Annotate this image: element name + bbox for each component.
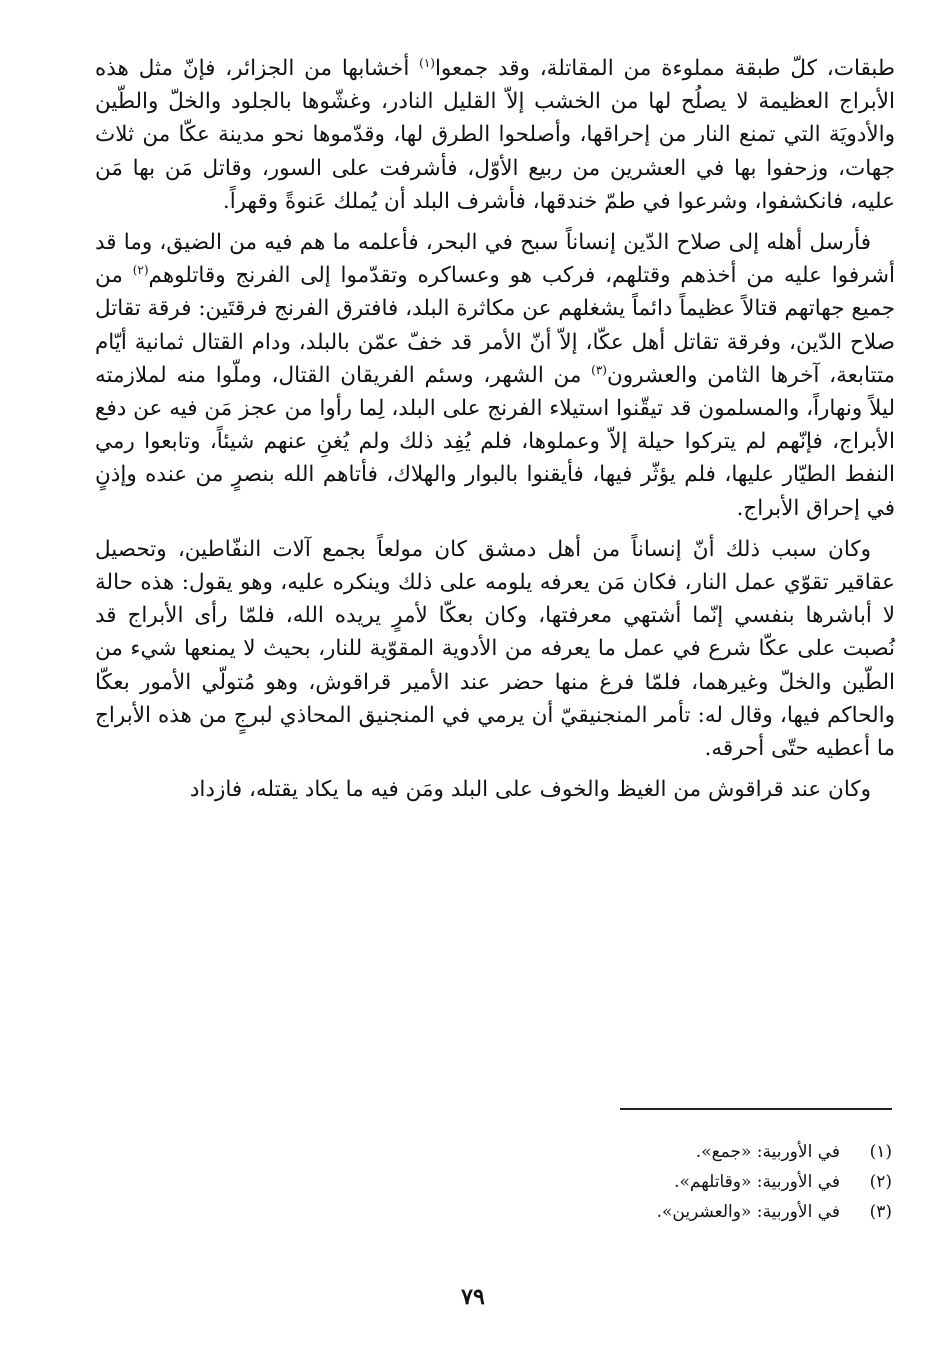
footnote-reference: (٢) bbox=[132, 263, 149, 278]
text-segment: أخشابها من الجزائر، فإنّ مثل هذه الأبراج العظيمة لا يصلُح لها من الخشب إلاّ القليل النادر، وغشّوها بالجلود والخلّ والطّين والأدويَة التي تمنع النار من إحراقها، وأصلحوا الطرق لها، وقدّموها نحو مدينة عكّا من ثلاث جهات، وزحفوا بها في العشرين من ربيع الأوّل، فأشرفت على السور، وقاتل مَن بها مَن عليه، فانكشفوا، وشرعوا في طمّ خندقها، فأشرف البلد أن يُملك عَنوةً وقهراً. bbox=[95, 56, 895, 214]
text-segment: فأرسل أهله إلى صلاح الدّين إنساناً سبح في البحر، فأعلمه ما هم فيه من الضيق، وما قد أشرفوا عليه من أخذهم وقتلهم، فركب هو وعساكره وتقدّموا إلى الفرنج وقاتلوهم bbox=[95, 230, 895, 289]
text-segment: وكان سبب ذلك أنّ إنساناً من أهل دمشق كان مولعاً بجمع آلات النفّاطين، وتحصيل عقاقير تقوّي عمل النار، فكان مَن يعرفه يلومه على ذلك وينكره عليه، وهو يقول: هذه حالة لا أباشرها بنفسي إنّما أشتهي معرفتها، وكان بعكّا لأمرٍ يريده الله، فلمّا رأى الأبراج قد نُصبت على عكّا شرع في عمل ما يعرفه من الأدوية المقوّية للنار، بحيث لا يمنعها شيء من الطّين والخلّ وغيرهما، فلمّا فرغ منها حضر عند الأمير قراقوش، وهو مُتولّي الأمور بعكّا والحاكم فيها، وقال له: تأمر المنجنيقيّ أن يرمي في المنجنيق المحاذي لبرجٍ من هذه الأبراج ما أعطيه حتّى أحرقه. bbox=[95, 536, 895, 762]
footnote-reference: (١) bbox=[419, 55, 435, 70]
footnote-separator bbox=[620, 1108, 892, 1110]
footnote bbox=[560, 1167, 892, 1197]
page-number: ٧٩ bbox=[461, 1284, 485, 1310]
footnote-number: (٢) bbox=[869, 1172, 892, 1192]
footnotes bbox=[560, 1137, 892, 1227]
paragraph bbox=[95, 52, 895, 218]
text-segment: وكان عند قراقوش من الغيظ والخوف على البلد ومَن فيه ما يكاد يقتله، فازداد bbox=[189, 777, 871, 803]
footnote-text: في الأوربية: «جمع». bbox=[695, 1142, 840, 1162]
text-segment: من الشهر، وسئم الفريقان القتال، وملّوا منه لملازمته ليلاً ونهاراً، والمسلمون قد تيقّنوا استيلاء الفرنج على البلد، لِما رأوا من عجز مَن فيه عن دفع الأبراج، فإنّهم لم يتركوا حيلة إلاّ وعملوها، فلم يُفِد ذلك ولم يُغنِ عنهم شيئاً، وتابعوا رمي النفط الطيّار عليها، فلم يؤثّر فيها، فأيقنوا بالبوار والهلاك، فأتاهم الله بنصرٍ من عنده وإذنٍ في إحراق الأبراج. bbox=[95, 362, 895, 521]
main-text bbox=[95, 52, 895, 814]
footnote-number: (٣) bbox=[869, 1202, 892, 1222]
footnote-reference: (٣) bbox=[591, 362, 607, 377]
paragraph bbox=[95, 226, 895, 525]
paragraph bbox=[95, 773, 895, 806]
text-segment: طبقات، كلّ طبقة مملوءة من المقاتلة، وقد جمعوا bbox=[434, 56, 895, 81]
text-segment: من جميع جهاتهم قتالاً عظيماً دائماً يشغلهم عن مكاثرة البلد، فافترق الفرنج فرقتَين: فرقة تقاتل صلاح الدّين، وفرقة تقاتل أهل عكّا، إلاّ أنّ الأمر قد خفّ عمّن بالبلد، ودام القتال ثمانية أيّام متتابعة، آخرها الثامن والعشرون bbox=[95, 263, 895, 388]
footnote bbox=[560, 1137, 892, 1167]
footnote-text: في الأوربية: «وقاتلهم». bbox=[674, 1172, 840, 1192]
paragraph bbox=[95, 533, 895, 765]
footnote bbox=[560, 1197, 892, 1227]
footnote-text: في الأوربية: «والعشرين». bbox=[656, 1202, 840, 1222]
footnote-number: (١) bbox=[869, 1142, 892, 1162]
